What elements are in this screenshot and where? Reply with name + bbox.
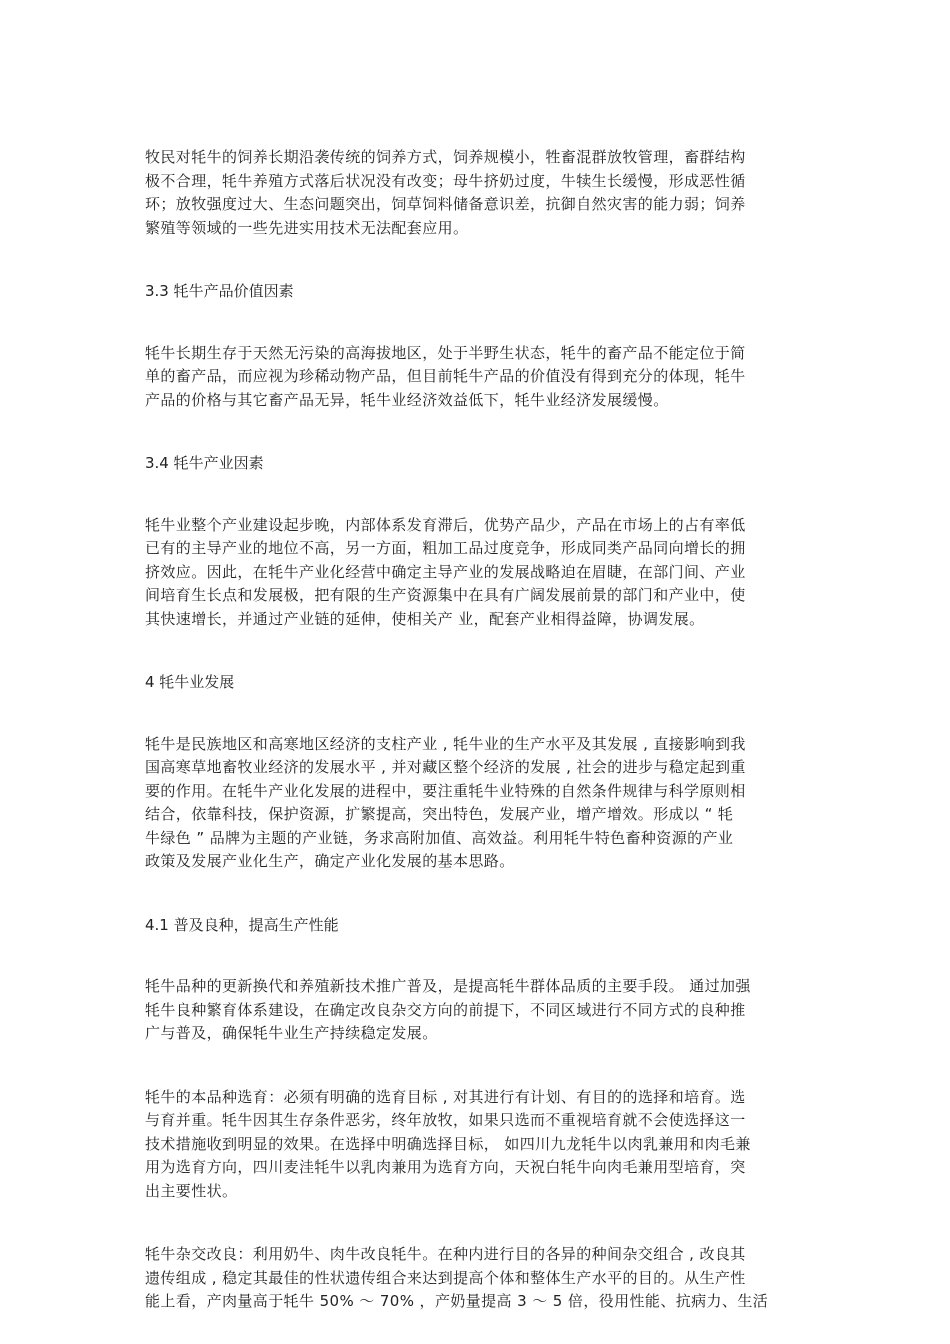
- section-heading-3-4: 3.4 牦牛产业因素: [145, 454, 264, 472]
- paragraph-breed-improvement: [145, 975, 809, 1046]
- text-line: 牦牛长期生存于天然无污染的高海拔地区，处于半野生状态，牦牛的畜产品不能定位于简: [145, 343, 746, 362]
- text-line: 牦牛杂交改良：利用奶牛、肉牛改良牦牛。在种内进行目的各异的种间杂交组合 , 改良其: [145, 1245, 746, 1263]
- text-line: 挤效应。因此，在牦牛产业化经营中确定主导产业的发展战略迫在眉睫，在部门间、产业: [145, 562, 746, 581]
- text-line: 牦牛品种的更新换代和养殖新技术推广普及，是提高牦牛群体品质的主要手段。 通过加强: [145, 977, 751, 995]
- section-heading-4: 4 牦牛业发展: [145, 673, 235, 691]
- text-line: 国高寒草地畜牧业经济的发展水平 , 并对藏区整个经济的发展 , 社会的进步与稳定起到重: [145, 758, 746, 776]
- text-line: 牦牛业整个产业建设起步晚，内部体系发育滞后，优势产品少，产品在市场上的占有率低: [145, 515, 746, 534]
- paragraph-industry-factors: [145, 514, 809, 632]
- text-line: 其快速增长，并通过产业链的延伸，使相关产 业，配套产业相得益障，协调发展。: [145, 609, 705, 628]
- text-line: 出主要性状。: [145, 1181, 238, 1200]
- text-line: 繁殖等领域的一些先进实用技术无法配套应用。: [145, 218, 469, 237]
- text-line: 牦牛的本品种选育：必须有明确的选育目标 , 对其进行有计划、有目的的选择和培育。选: [145, 1087, 746, 1106]
- text-line: 与育并重。牦牛因其生存条件恶劣，终年放牧，如果只选而不重视培育就不会使选择这一: [145, 1111, 746, 1129]
- text-line: 极不合理，牦牛养殖方式落后状况没有改变；母牛挤奶过度，牛犊生长缓慢，形成恶性循: [145, 171, 746, 190]
- text-line: 已有的主导产业的地位不高，另一方面，粗加工品过度竞争，形成同类产品同向增长的拥: [145, 539, 746, 557]
- text-line: 环；放牧强度过大、生态问题突出，饲草饲料储备意识差，抗御自然灾害的能力弱；饲养: [145, 195, 746, 213]
- document-page: [145, 146, 809, 1314]
- text-line: 要的作用。在牦牛产业化发展的进程中，要注重牦牛业特殊的自然条件规律与科学原则相: [145, 781, 746, 800]
- paragraph-crossbreeding: [145, 1243, 809, 1314]
- text-line: 结合，依靠科技，保护资源，扩繁提高，突出特色，发展产业，增产增效。形成以 “ 牦: [145, 805, 734, 823]
- text-line: 政策及发展产业化生产，确定产业化发展的基本思路。: [145, 852, 515, 870]
- text-line: 牦牛是民族地区和高寒地区经济的支柱产业 , 牦牛业的生产水平及其发展 , 直接影响到我: [145, 734, 746, 753]
- text-line: 牧民对牦牛的饲养长期沿袭传统的饲养方式，饲养规模小，牲畜混群放牧管理，畜群结构: [145, 148, 746, 166]
- text-line: 技术措施收到明显的效果。在选择中明确选择目标， 如四川九龙牦牛以肉乳兼用和肉毛兼: [145, 1134, 751, 1153]
- text-line: 牦牛良种繁育体系建设，在确定改良杂交方向的前提下，不同区域进行不同方式的良种推: [145, 1000, 746, 1019]
- paragraph-herding-practices: [145, 146, 809, 240]
- text-line: 间培育生长点和发展极，把有限的生产资源集中在具有广阔发展前景的部门和产业中，使: [145, 586, 746, 604]
- text-line: 广与普及，确保牦牛业生产持续稳定发展。: [145, 1024, 438, 1042]
- text-line: 单的畜产品，而应视为珍稀动物产品，但目前牦牛产品的价值没有得到充分的体现，牦牛: [145, 367, 746, 385]
- section-heading-3-3: 3.3 牦牛产品价值因素: [145, 282, 294, 300]
- paragraph-industry-development: [145, 733, 809, 874]
- text-line: 产品的价格与其它畜产品无异，牦牛业经济效益低下，牦牛业经济发展缓慢。: [145, 390, 669, 409]
- text-line: 牛绿色 ” 品牌为主题的产业链，务求高附加值、高效益。利用牦牛特色畜种资源的产业: [145, 828, 734, 847]
- paragraph-product-value: [145, 342, 809, 413]
- paragraph-pure-breeding: [145, 1086, 809, 1204]
- section-heading-4-1: 4.1 普及良种，提高生产性能: [145, 915, 339, 934]
- text-line: 能上看，产肉量高于牦牛 50% ～ 70% ，产奶量提高 3 ～ 5 倍，役用性能、抗病力、生活: [145, 1292, 769, 1310]
- text-line: 遗传组成 , 稳定其最佳的性状遗传组合来达到提高个体和整体生产水平的目的。从生产性: [145, 1268, 746, 1287]
- text-line: 用为选育方向，四川麦洼牦牛以乳肉兼用为选育方向，天祝白牦牛向肉毛兼用型培育，突: [145, 1158, 746, 1176]
